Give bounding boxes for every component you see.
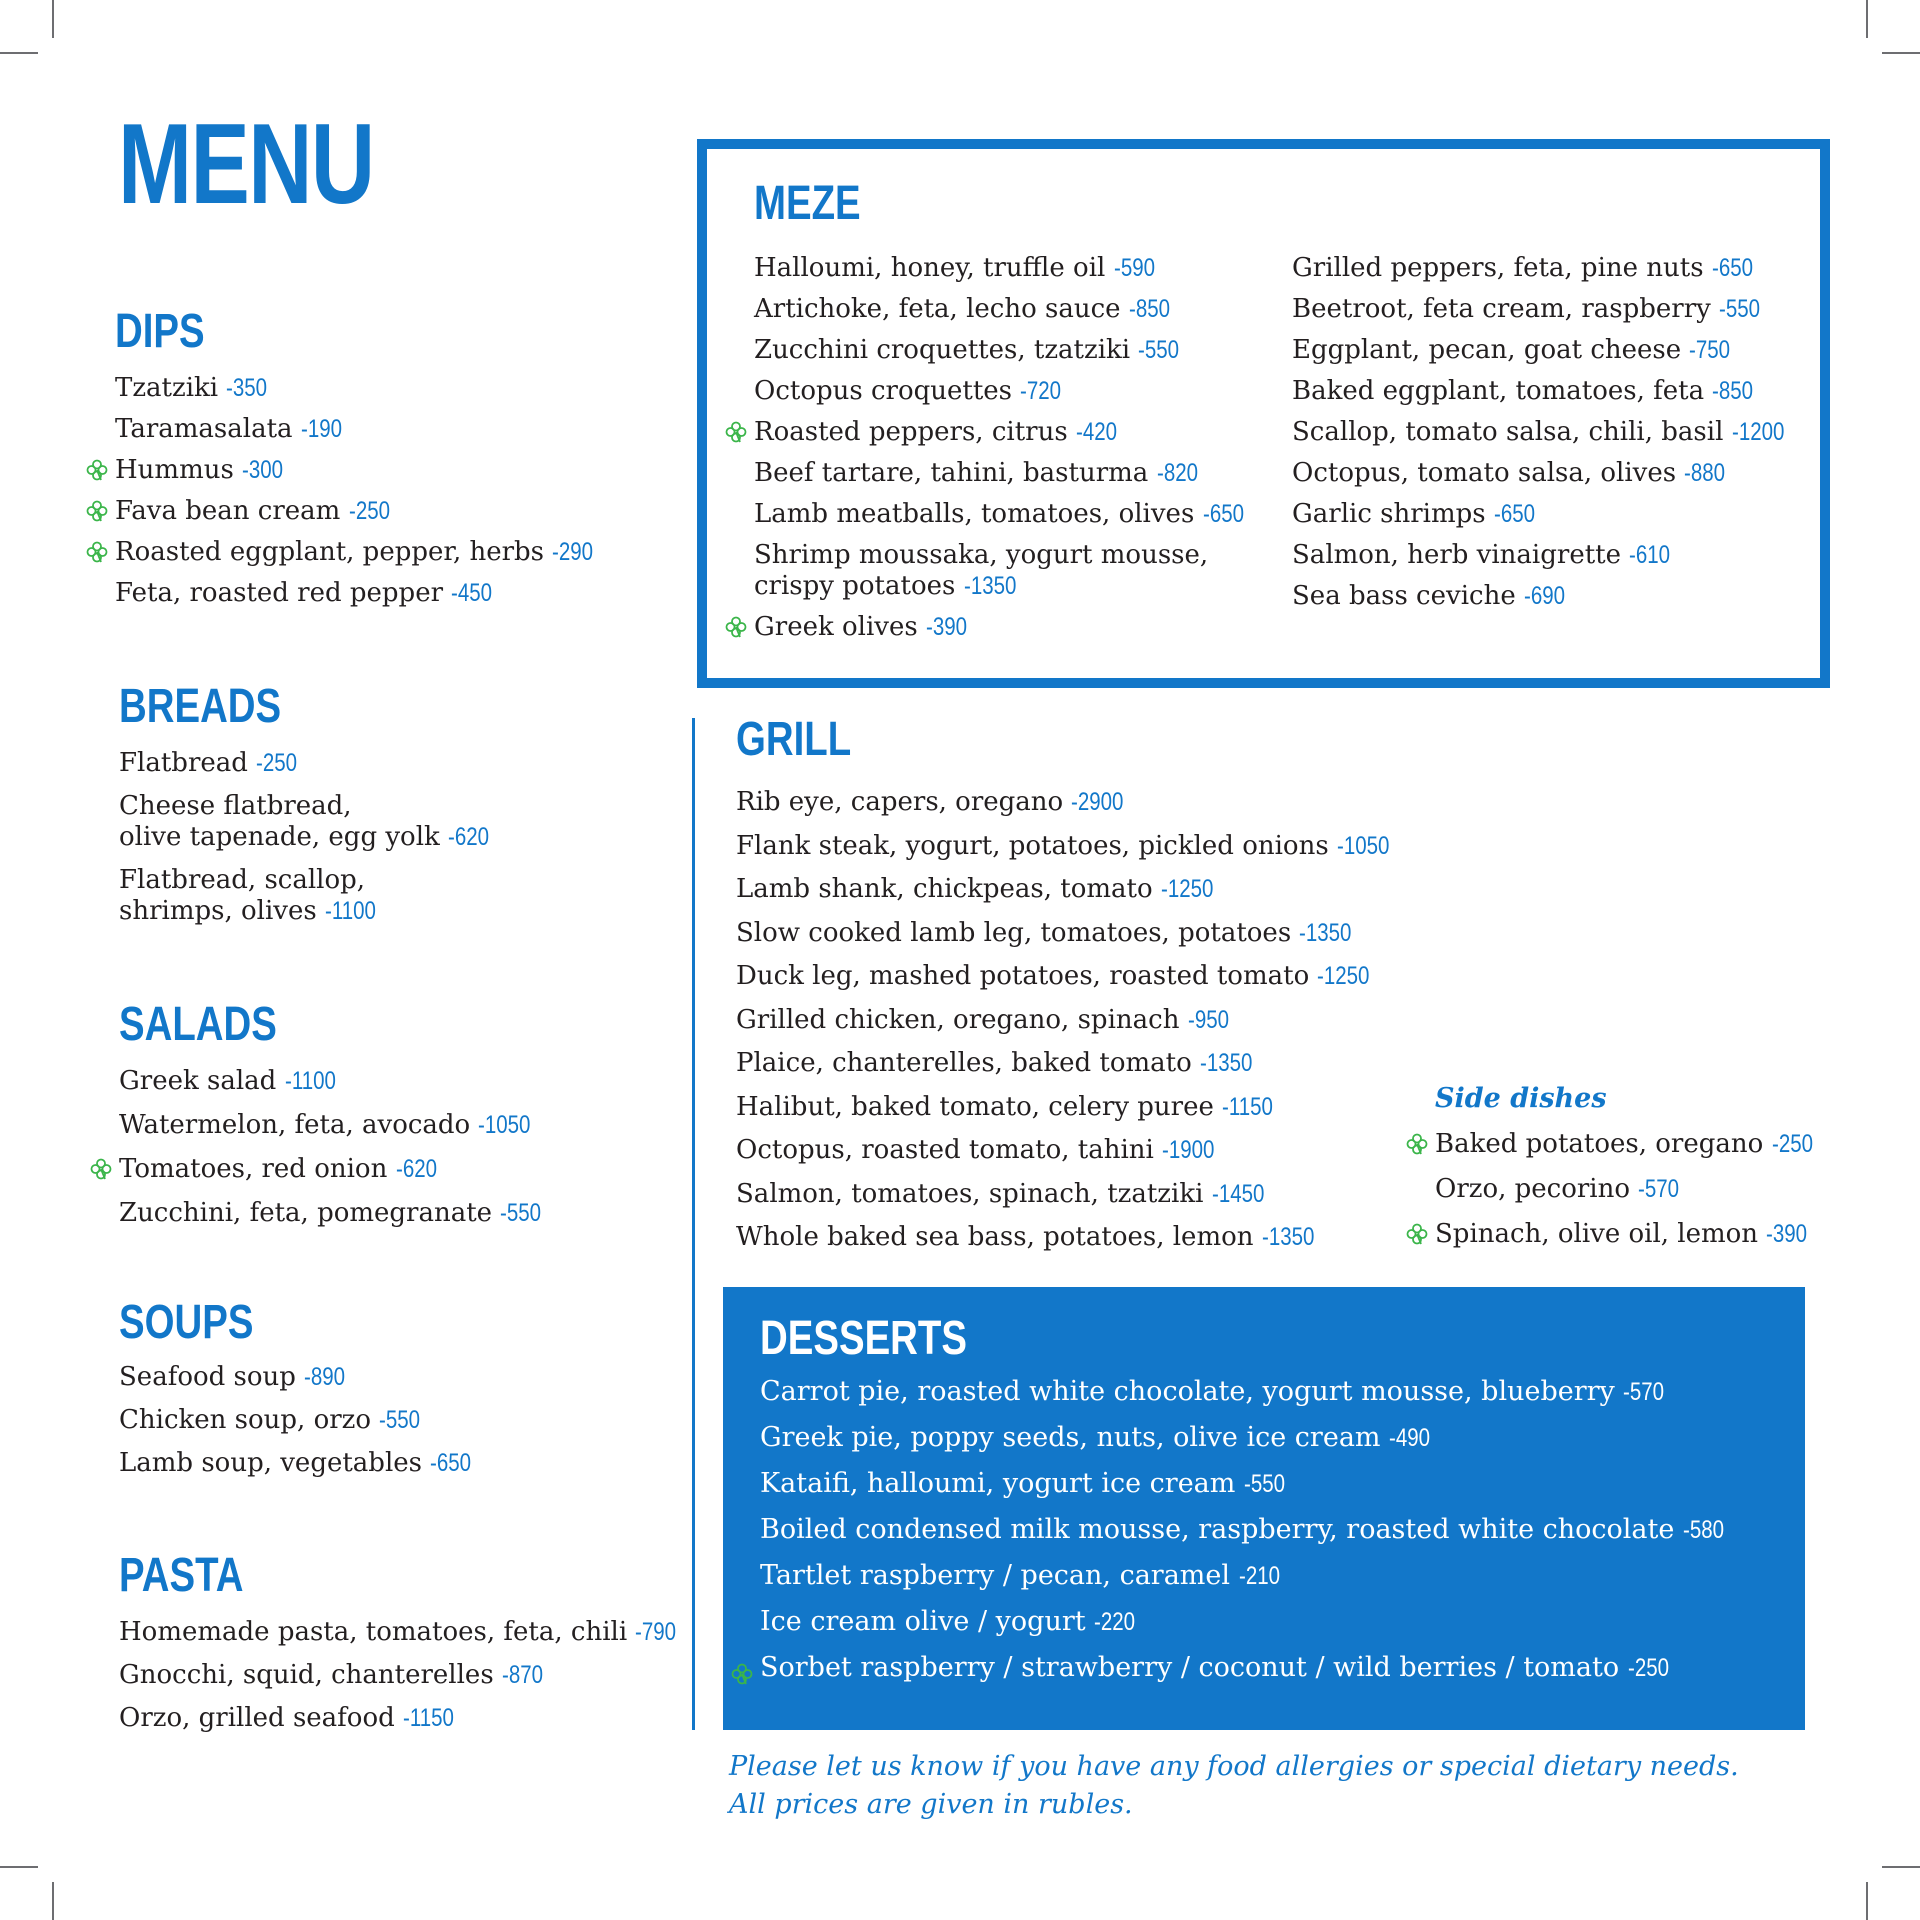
dish-name: Fava bean cream: [115, 496, 341, 526]
menu-item: [1292, 335, 1796, 366]
dish-name: Boiled condensed milk mousse, raspberry, roasted white chocolate: [760, 1514, 1675, 1545]
clover-icon: [1405, 1132, 1429, 1156]
crop-mark: [1866, 1882, 1868, 1920]
dish-name: Greek pie, poppy seeds, nuts, olive ice cream: [760, 1422, 1381, 1453]
dish-name: Kataifi, halloumi, yogurt ice cream: [760, 1468, 1236, 1499]
dish-price: -390: [925, 613, 968, 641]
desserts-list: [760, 1369, 1733, 1691]
dish-price: -1100: [284, 1067, 336, 1095]
menu-item: [754, 499, 1253, 530]
dish-name: Roasted eggplant, pepper, herbs: [115, 537, 545, 567]
menu-item: [736, 1179, 1401, 1210]
dish-price: -720: [1020, 377, 1062, 405]
menu-item: [1292, 540, 1796, 571]
menu-item: [754, 294, 1253, 325]
dish-name: Halloumi, honey, truffle oil: [754, 253, 1106, 283]
menu-item: [1435, 1174, 1822, 1205]
dish-name: Carrot pie, roasted white chocolate, yogurt mousse, blueberry: [760, 1376, 1615, 1407]
dish-price: -850: [1128, 295, 1170, 323]
dish-name: Plaice, chanterelles, baked tomato: [736, 1048, 1192, 1078]
menu-item: [736, 787, 1401, 818]
dish-name: Orzo, pecorino: [1435, 1174, 1631, 1204]
dish-name: Lamb shank, chickpeas, tomato: [736, 874, 1153, 904]
dips-list: [115, 373, 602, 609]
dish-name: Chicken soup, orzo: [119, 1405, 372, 1435]
section-heading-meze: MEZE: [754, 177, 861, 230]
dish-name: Tartlet raspberry / pecan, caramel: [760, 1560, 1231, 1591]
menu-item: [1435, 1129, 1822, 1160]
breads-list: [119, 748, 498, 927]
section-heading-salads: SALADS: [119, 998, 277, 1051]
dish-price: -850: [1712, 377, 1754, 405]
dish-price: -880: [1684, 459, 1726, 487]
menu-item: [1292, 581, 1796, 612]
crop-mark: [0, 52, 38, 54]
page-title: MENU: [118, 101, 374, 228]
dish-name: Tomatoes, red onion: [119, 1154, 388, 1184]
dish-name: Lamb meatballs, tomatoes, olives: [754, 499, 1195, 529]
dish-name: crispy potatoes: [754, 571, 956, 601]
dish-price: -210: [1238, 1562, 1280, 1590]
dish-price: -620: [395, 1155, 437, 1183]
crop-mark: [0, 1866, 38, 1868]
dish-name: Ice cream olive / yogurt: [760, 1606, 1086, 1637]
dish-name: Rib eye, capers, oregano: [736, 787, 1064, 817]
dish-name: Scallop, tomato salsa, chili, basil: [1292, 417, 1724, 447]
dish-price: -490: [1389, 1424, 1431, 1452]
dish-name: Lamb soup, vegetables: [119, 1448, 422, 1478]
dish-price: -580: [1682, 1516, 1725, 1544]
dish-price: -1350: [963, 572, 1017, 600]
menu-item: [736, 1048, 1401, 1079]
dish-price: -450: [451, 579, 493, 607]
salads-list: [119, 1066, 550, 1229]
section-heading-breads: BREADS: [119, 680, 282, 733]
menu-item: [115, 455, 602, 486]
dish-price: -550: [379, 1406, 421, 1434]
dish-name: Beef tartare, tahini, basturma: [754, 458, 1149, 488]
dish-name-line: Cheese flatbread,: [119, 791, 352, 821]
dish-name: Flatbread: [119, 748, 248, 778]
dish-name: Grilled peppers, feta, pine nuts: [1292, 253, 1704, 283]
menu-item: [119, 865, 498, 927]
menu-item: [736, 961, 1401, 992]
crop-mark: [52, 1882, 54, 1920]
menu-item: [119, 1066, 550, 1097]
dish-price: -250: [256, 749, 298, 777]
dish-price: -750: [1689, 336, 1731, 364]
menu-item: [115, 414, 602, 445]
section-heading-dips: DIPS: [115, 305, 205, 358]
currency-note-line: All prices are given in rubles.: [729, 1789, 1133, 1820]
dish-name: Gnocchi, squid, chanterelles: [119, 1660, 494, 1690]
dish-name: Duck leg, mashed potatoes, roasted tomato: [736, 961, 1310, 991]
dish-price: -1250: [1317, 962, 1370, 990]
dish-name: Roasted peppers, citrus: [754, 417, 1068, 447]
dish-name: Taramasalata: [115, 414, 293, 444]
dish-price: -650: [1493, 500, 1535, 528]
clover-icon: [89, 1157, 113, 1181]
dish-price: -1350: [1261, 1223, 1315, 1251]
menu-item: [736, 1005, 1401, 1036]
menu-item: [754, 540, 1253, 602]
dish-name: shrimps, olives: [119, 896, 317, 926]
dish-price: -690: [1523, 582, 1566, 610]
dish-name: Slow cooked lamb leg, tomatoes, potatoes: [736, 917, 1292, 948]
menu-item: [760, 1369, 1733, 1415]
dish-name: Flank steak, yogurt, potatoes, pickled onions: [736, 830, 1329, 861]
crop-mark: [1866, 0, 1868, 38]
dish-price: -570: [1623, 1378, 1665, 1406]
dish-price: -950: [1187, 1005, 1229, 1034]
menu-item: [760, 1645, 1733, 1691]
dish-name: Eggplant, pecan, goat cheese: [1292, 335, 1682, 365]
section-divider: [692, 718, 695, 1730]
dish-price: -300: [242, 456, 284, 484]
grill-list: [736, 787, 1401, 1253]
menu-item: [119, 791, 498, 853]
dish-name: Homemade pasta, tomatoes, feta, chili: [119, 1617, 628, 1647]
menu-item: [1292, 458, 1796, 489]
dish-name-line: Shrimp moussaka, yogurt mousse,: [754, 540, 1209, 570]
dish-name: Salmon, tomatoes, spinach, tzatziki: [736, 1178, 1204, 1209]
dish-price: -870: [501, 1661, 543, 1689]
dish-price: -1100: [324, 897, 376, 925]
dish-price: -650: [1711, 254, 1753, 282]
section-heading-grill: GRILL: [736, 713, 852, 766]
dish-price: -1200: [1731, 418, 1785, 446]
menu-item: [1292, 253, 1796, 284]
dish-price: -790: [635, 1618, 677, 1646]
menu-item: [119, 1198, 550, 1229]
dish-name: Hummus: [115, 455, 234, 485]
section-heading-pasta: PASTA: [119, 1549, 244, 1602]
menu-item: [760, 1553, 1733, 1599]
dish-price: -250: [1627, 1654, 1669, 1682]
menu-item: [115, 373, 602, 404]
dish-name: Sea bass ceviche: [1292, 581, 1516, 611]
allergy-note: [729, 1748, 1739, 1824]
menu-item: [754, 253, 1253, 284]
section-heading-soups: SOUPS: [119, 1296, 254, 1349]
clover-icon: [724, 615, 748, 639]
dish-price: -650: [430, 1449, 472, 1477]
menu-item: [119, 1362, 480, 1393]
dish-price: -620: [448, 823, 490, 851]
section-heading-desserts: DESSERTS: [760, 1312, 967, 1365]
dish-price: -1150: [403, 1704, 454, 1732]
menu-item: [736, 1092, 1401, 1123]
dish-price: -1900: [1162, 1136, 1215, 1164]
dish-name: Seafood soup: [119, 1362, 296, 1392]
dish-name: Halibut, baked tomato, celery puree: [736, 1091, 1214, 1122]
dish-price: -890: [304, 1363, 346, 1391]
menu-item: [760, 1415, 1733, 1461]
dish-name: Greek salad: [119, 1066, 277, 1096]
dish-price: -610: [1629, 541, 1671, 569]
crop-mark: [1882, 52, 1920, 54]
dish-price: -590: [1113, 254, 1155, 282]
dish-price: -1050: [1336, 831, 1390, 860]
desserts-box: [723, 1287, 1805, 1730]
dish-price: -550: [1243, 1470, 1286, 1498]
dish-name: Beetroot, feta cream, raspberry: [1292, 294, 1711, 324]
dish-price: -220: [1094, 1608, 1136, 1636]
menu-item: [119, 1110, 550, 1141]
menu-item: [754, 335, 1253, 366]
menu-item: [754, 376, 1253, 407]
menu-item: [115, 496, 602, 527]
clover-icon: [85, 499, 109, 523]
dish-name: Garlic shrimps: [1292, 499, 1486, 529]
menu-item: [736, 831, 1401, 862]
menu-item: [119, 1660, 685, 1691]
dish-price: -190: [300, 415, 342, 443]
clover-icon: [724, 420, 748, 444]
menu-item: [760, 1507, 1733, 1553]
dish-price: -820: [1156, 459, 1198, 487]
menu-item: [119, 1405, 480, 1436]
meze-list-left: [754, 253, 1253, 643]
dish-price: -2900: [1071, 788, 1124, 816]
dish-price: -550: [1719, 295, 1761, 323]
dish-name-line: Flatbread, scallop,: [119, 865, 366, 895]
side-dishes-title: Side dishes: [1435, 1083, 1607, 1114]
allergy-note-line: Please let us know if you have any food allergies or special dietary needs.: [729, 1751, 1739, 1782]
dish-name: Feta, roasted red pepper: [115, 578, 444, 608]
clover-icon: [730, 1655, 754, 1679]
dish-name: Octopus, tomato salsa, olives: [1292, 458, 1677, 488]
menu-item: [1292, 417, 1796, 448]
dish-name: Artichoke, feta, lecho sauce: [754, 294, 1121, 324]
menu-item: [760, 1599, 1733, 1645]
dish-price: -390: [1766, 1220, 1808, 1248]
menu-item: [1292, 499, 1796, 530]
menu-item: [119, 1703, 685, 1734]
dish-name: Greek olives: [754, 612, 918, 642]
dish-name: Sorbet raspberry / strawberry / coconut / wild berries / tomato: [760, 1652, 1620, 1683]
soups-list: [119, 1362, 480, 1479]
dish-price: -1250: [1160, 875, 1214, 903]
dish-price: -550: [500, 1199, 542, 1227]
clover-icon: [85, 540, 109, 564]
menu-item: [736, 1135, 1401, 1166]
dish-price: -350: [226, 374, 268, 402]
menu-item: [736, 874, 1401, 905]
menu-item: [119, 1617, 685, 1648]
menu-item: [754, 417, 1253, 448]
side-dishes-list: [1435, 1129, 1822, 1250]
menu-item: [115, 537, 602, 568]
dish-price: -1150: [1222, 1092, 1274, 1121]
dish-name: Zucchini croquettes, tzatziki: [754, 335, 1131, 365]
dish-price: -420: [1075, 418, 1117, 446]
dish-name: Baked potatoes, oregano: [1435, 1129, 1764, 1159]
meze-list-right: [1292, 253, 1796, 612]
menu-item: [736, 1222, 1401, 1253]
dish-price: -290: [552, 538, 594, 566]
menu-item: [119, 1448, 480, 1479]
menu-item: [760, 1461, 1733, 1507]
dish-name: Salmon, herb vinaigrette: [1292, 540, 1621, 570]
dish-price: -1350: [1299, 918, 1352, 947]
dish-price: -250: [1771, 1130, 1813, 1158]
pasta-list: [119, 1617, 685, 1734]
dish-name: Zucchini, feta, pomegranate: [119, 1198, 493, 1228]
dish-price: -550: [1138, 336, 1180, 364]
dish-name: Whole baked sea bass, potatoes, lemon: [736, 1222, 1254, 1252]
dish-name: Tzatziki: [115, 373, 219, 403]
menu-item: [119, 748, 498, 779]
dish-name: Octopus, roasted tomato, tahini: [736, 1135, 1154, 1165]
dish-price: -1450: [1211, 1179, 1265, 1208]
menu-item: [754, 458, 1253, 489]
clover-icon: [1405, 1222, 1429, 1246]
clover-icon: [85, 458, 109, 482]
dish-name: Spinach, olive oil, lemon: [1435, 1219, 1759, 1249]
crop-mark: [1882, 1866, 1920, 1868]
dish-price: -1350: [1200, 1049, 1253, 1077]
dish-name: Orzo, grilled seafood: [119, 1703, 395, 1733]
menu-item: [1435, 1219, 1822, 1250]
menu-item: [754, 612, 1253, 643]
menu-item: [119, 1154, 550, 1185]
menu-item: [115, 578, 602, 609]
dish-name: olive tapenade, egg yolk: [119, 822, 440, 852]
dish-name: Baked eggplant, tomatoes, feta: [1292, 376, 1705, 406]
dish-price: -250: [348, 497, 390, 525]
dish-name: Watermelon, feta, avocado: [119, 1110, 471, 1140]
menu-item: [1292, 294, 1796, 325]
dish-name: Octopus croquettes: [754, 376, 1013, 406]
dish-price: -570: [1638, 1175, 1680, 1203]
dish-price: -650: [1202, 500, 1244, 528]
dish-name: Grilled chicken, oregano, spinach: [736, 1004, 1180, 1035]
menu-item: [1292, 376, 1796, 407]
dish-price: -1050: [478, 1111, 531, 1139]
menu-item: [736, 918, 1401, 949]
crop-mark: [52, 0, 54, 38]
